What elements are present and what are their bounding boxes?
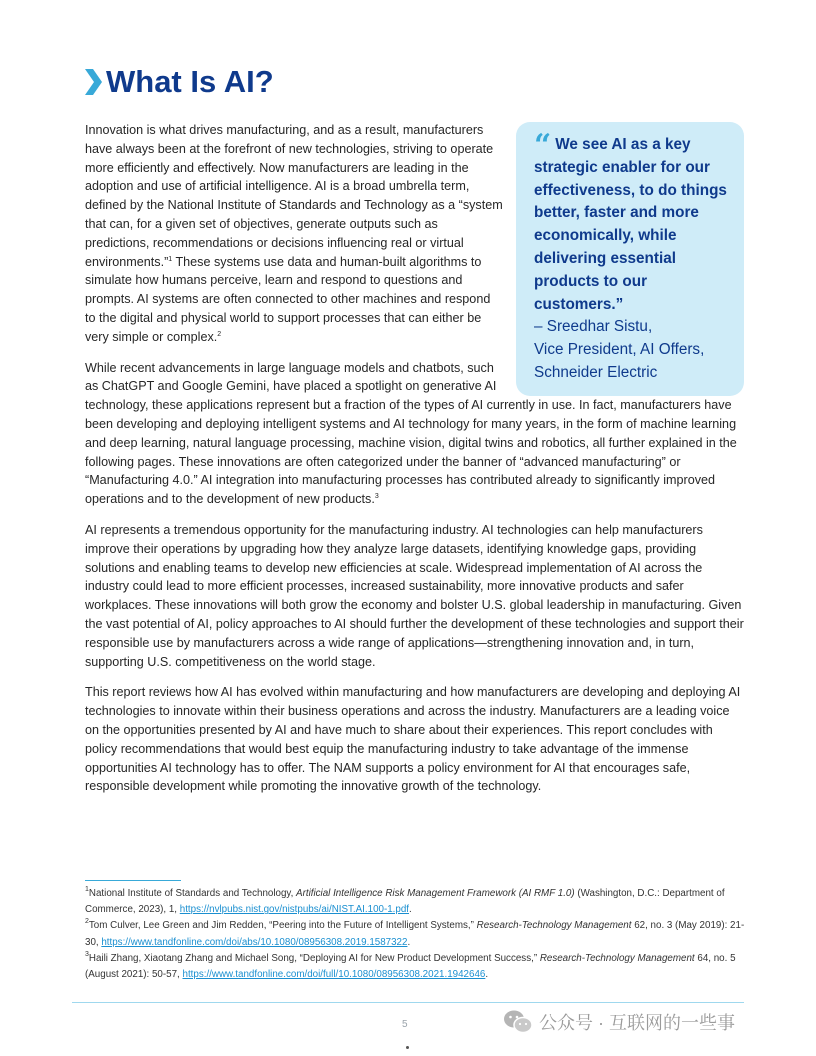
- page-title: [85, 64, 274, 100]
- paragraph-text: AI represents a tremendous opportunity for the manufacturing industry. AI technologies can help manufacturers improve their operations by upgrading how they analyze large datasets, identifying knowledge gaps, providing solutions and enabling teams to develop new efficiencies at scale. Widespread implementation of AI across the industry could lead to more efficient processes, increased sustainability, more innovative products and safer workplaces. These innovations will both grow the economy and bolster U.S. global leadership in manufacturing. Given the vast potential of AI, policy approaches to AI should further the development of these technologies and support their responsible use by manufacturers across a wide range of applications—strengthening innovation and, in turn, supporting U.S. competitiveness on the world stage.: [85, 522, 744, 669]
- body-text: [85, 121, 747, 808]
- page-number: 5: [402, 1019, 408, 1030]
- footnote-divider: [85, 880, 181, 881]
- quote-text: We see AI as a key strategic enabler for our effectiveness, to do things better, faster and more economically, while delivering essential products to our customers.”: [534, 136, 727, 313]
- footnote-text: .: [485, 969, 489, 981]
- wechat-icon: [503, 1008, 533, 1036]
- footnote-text: .: [409, 904, 412, 916]
- watermark: [503, 1008, 735, 1036]
- footnote-text: 64, no. 5 (August 2021): 50-57,: [85, 952, 736, 981]
- chevron-right-icon: [85, 69, 102, 95]
- footnote-number: 3: [85, 950, 89, 958]
- quote-author-company: Schneider Electric: [534, 363, 658, 381]
- footnote-text: .: [407, 936, 411, 948]
- page-dot: [406, 1046, 409, 1049]
- footnote-ref[interactable]: 2: [217, 330, 222, 338]
- footnote-text: National Institute of Standards and Technology,: [88, 888, 297, 899]
- footnote-number: 1: [85, 886, 89, 893]
- paragraph-text: While recent advancements in large language models and chatbots, such as ChatGPT and Google Gemini, have placed a spotlight on generative AI technology, these applications represent but a fraction of the types of AI currently in use. In fact, manufacturers have been developing and deploying intelligent systems and AI technology for many years, in the form of machine learning and deep learning, natural language processing, machine vision, digital twins and robotics, all further explained in the following pages. These innovations are often categorized under the banner of “advanced manufacturing” or “Manufacturing 4.0.” AI integration into manufacturing processes has contributed already to significantly improved operations and to the development of new products.: [85, 360, 737, 507]
- footnote-link[interactable]: https://nvlpubs.nist.gov/nistpubs/ai/NIST.AI.100-1.pdf: [179, 904, 410, 916]
- footnote-title: Research-Technology Management: [539, 952, 695, 964]
- footnote-title: Artificial Intelligence Risk Management Framework (AI RMF 1.0): [296, 888, 575, 899]
- quote-mark-icon: “: [534, 128, 552, 163]
- footnote-link[interactable]: https://www.tandfonline.com/doi/full/10.1080/08956308.2021.1942646: [182, 969, 486, 981]
- footnote-text: (Washington, D.C.: Department of Commerce, 2023), 1,: [85, 888, 725, 916]
- footnote: [85, 918, 745, 950]
- watermark-text: 公众号 · 互联网的一些事: [539, 1013, 735, 1033]
- footnote-number: 2: [85, 918, 89, 926]
- footnote-text: Haili Zhang, Xiaotang Zhang and Michael Song, “Deploying AI for New Product Development Success,”: [88, 952, 540, 964]
- footnote-text: 62, no. 3 (May 2019): 21-30,: [85, 920, 745, 948]
- quote-author-title: Vice President, AI Offers,: [534, 341, 705, 359]
- paragraph-text: This report reviews how AI has evolved within manufacturing and how manufacturers are developing and deploying AI technologies to innovate within their business operations and across the industry. Manufacturers are a leading voice on the opportunities presented by AI and have much to share about their experiences. This report concludes with policy recommendations that would best equip the manufacturing industry to take advantage of the immense opportunities AI technology has to offer. The NAM supports a policy environment for AI that encourages safe, responsible development while promoting the innovative growth of the technology.: [85, 685, 741, 794]
- paragraph-text: These systems use data and human-built algorithms to simulate how humans perceive, learn and respond to questions and prompts. AI systems are often connected to other machines and respond to the digital and physical world to support processes that can either be very simple or complex.: [85, 254, 491, 344]
- footer-divider: [72, 1002, 744, 1003]
- footnote: [85, 951, 745, 983]
- paragraph: [85, 683, 747, 796]
- footnote-title: Research-Technology Management: [476, 920, 632, 932]
- footnote-text: Tom Culver, Lee Green and Jim Redden, “Peering into the Future of Intelligent Systems,”: [88, 920, 477, 932]
- page-title-text: What Is AI?: [106, 64, 274, 99]
- footnotes: [85, 886, 745, 983]
- paragraph-text: Innovation is what drives manufacturing, and as a result, manufacturers have always been at the forefront of new technologies, striving to operate more efficiently and effectively. Now manufacturers are leading in the adoption and use of artificial intelligence. AI is a broad umbrella term, defined by the National Institute of Standards and Technology as a “system that can, for a given set of objectives, generate outputs such as predictions, recommendations or decisions influencing real or virtual environments.”: [85, 123, 503, 269]
- footnote-link[interactable]: https://www.tandfonline.com/doi/abs/10.1080/08956308.2019.1587322: [101, 936, 408, 948]
- paragraph: [85, 521, 747, 671]
- footnote-ref[interactable]: 1: [168, 255, 173, 263]
- quote-author: – Sreedhar Sistu,: [534, 318, 653, 336]
- footnote-ref[interactable]: 3: [374, 493, 379, 501]
- footnote: [85, 886, 745, 918]
